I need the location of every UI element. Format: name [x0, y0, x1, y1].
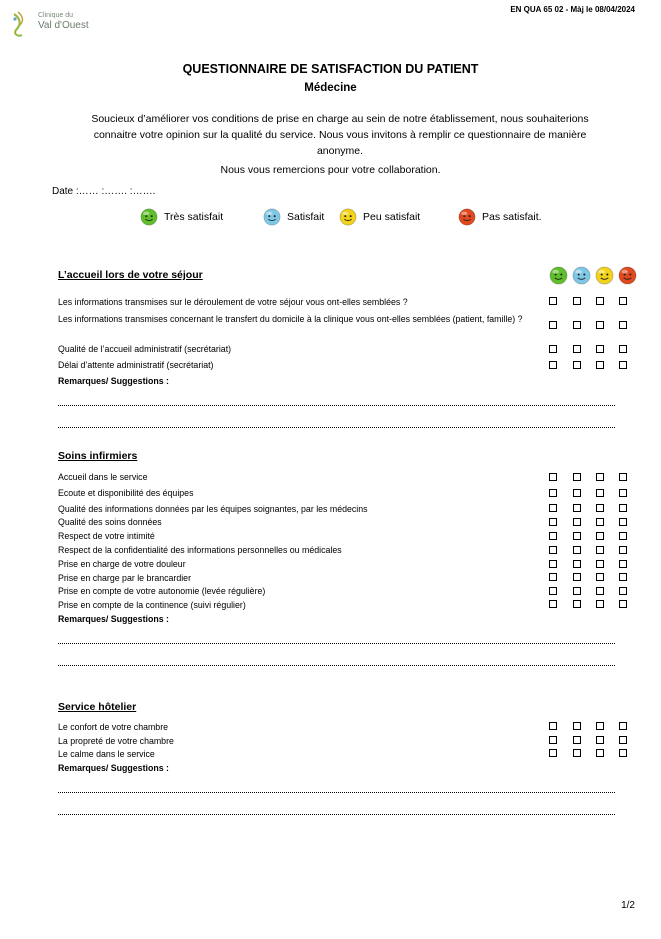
- logo-mark-icon: [8, 10, 34, 40]
- page-title: QUESTIONNAIRE DE SATISFACTION DU PATIENT: [182, 62, 479, 76]
- question-label: Délai d’attente administratif (secrétariat): [58, 360, 214, 370]
- rating-checkbox[interactable]: [596, 518, 604, 526]
- rating-checkbox[interactable]: [619, 532, 627, 540]
- remarks-label: Remarques/ Suggestions :: [58, 763, 169, 773]
- rating-checkbox[interactable]: [549, 504, 557, 512]
- rating-checkbox[interactable]: [573, 361, 581, 369]
- rating-checkbox[interactable]: [549, 600, 557, 608]
- legend-label: Pas satisfait.: [482, 211, 542, 223]
- question-label: Qualité de l’accueil administratif (secrétariat): [58, 344, 232, 354]
- question-label: Respect de la confidentialité des informations personnelles ou médicales: [58, 545, 342, 555]
- rating-checkbox[interactable]: [573, 600, 581, 608]
- rating-checkbox[interactable]: [596, 560, 604, 568]
- date-field[interactable]: Date :…… :……. :…….: [52, 186, 156, 197]
- rating-checkbox[interactable]: [573, 736, 581, 744]
- rating-checkbox[interactable]: [596, 749, 604, 757]
- remarks-label: Remarques/ Suggestions :: [58, 376, 169, 386]
- rating-checkbox[interactable]: [549, 297, 557, 305]
- rating-checkbox[interactable]: [619, 600, 627, 608]
- rating-checkbox[interactable]: [573, 518, 581, 526]
- question-label: Ecoute et disponibilité des équipes: [58, 488, 194, 498]
- remarks-line[interactable]: [58, 792, 615, 793]
- rating-checkbox[interactable]: [596, 600, 604, 608]
- not-satisfied-column-icon: [618, 266, 637, 285]
- legend-little-satisfied: [339, 207, 420, 227]
- rating-checkbox[interactable]: [573, 321, 581, 329]
- rating-checkbox[interactable]: [549, 361, 557, 369]
- rating-checkbox[interactable]: [619, 297, 627, 305]
- rating-checkbox[interactable]: [619, 518, 627, 526]
- rating-checkbox[interactable]: [619, 573, 627, 581]
- legend-not-satisfied: [458, 207, 542, 227]
- legend-satisfied: [263, 207, 324, 227]
- section-title-hotelier: Service hôtelier: [58, 701, 137, 713]
- rating-checkbox[interactable]: [573, 587, 581, 595]
- legend-very-satisfied: [140, 207, 223, 227]
- rating-checkbox[interactable]: [549, 587, 557, 595]
- rating-checkbox[interactable]: [549, 489, 557, 497]
- remarks-line[interactable]: [58, 643, 615, 644]
- question-label: Qualité des informations données par les équipes soignantes, par les médecins: [58, 504, 368, 514]
- rating-checkbox[interactable]: [619, 473, 627, 481]
- rating-checkbox[interactable]: [573, 546, 581, 554]
- rating-checkbox[interactable]: [619, 736, 627, 744]
- logo-text-small: Clinique du: [38, 12, 74, 19]
- section-title-soins: Soins infirmiers: [58, 450, 138, 462]
- rating-checkbox[interactable]: [573, 504, 581, 512]
- very-satisfied-column-icon: [549, 266, 568, 285]
- rating-checkbox[interactable]: [596, 546, 604, 554]
- rating-checkbox[interactable]: [596, 587, 604, 595]
- question-label: Prise en charge de votre douleur: [58, 559, 186, 569]
- page-number: 1/2: [621, 900, 635, 911]
- very-satisfied-smiley-icon: [140, 208, 158, 226]
- page-subtitle: Médecine: [304, 82, 357, 94]
- question-label: Le calme dans le service: [58, 749, 155, 759]
- legend-label: Très satisfait: [164, 211, 224, 223]
- rating-checkbox[interactable]: [596, 573, 604, 581]
- rating-checkbox[interactable]: [596, 489, 604, 497]
- rating-checkbox[interactable]: [596, 722, 604, 730]
- rating-checkbox[interactable]: [573, 573, 581, 581]
- rating-checkbox[interactable]: [549, 532, 557, 540]
- rating-checkbox[interactable]: [549, 473, 557, 481]
- rating-checkbox[interactable]: [619, 546, 627, 554]
- section-title-accueil: L’accueil lors de votre séjour: [58, 269, 203, 281]
- rating-checkbox[interactable]: [596, 321, 604, 329]
- rating-checkbox[interactable]: [549, 321, 557, 329]
- rating-checkbox[interactable]: [573, 473, 581, 481]
- rating-checkbox[interactable]: [619, 722, 627, 730]
- rating-checkbox[interactable]: [619, 504, 627, 512]
- logo-text: [38, 12, 89, 31]
- rating-checkbox[interactable]: [549, 345, 557, 353]
- intro-line: Soucieux d’améliorer vos conditions de prise en charge au sein de notre établissement, nous souhaiterions: [91, 113, 589, 125]
- question-label: Prise en compte de votre autonomie (levée régulière): [58, 586, 266, 596]
- satisfied-smiley-icon: [263, 208, 281, 226]
- logo-text-big: Val d'Ouest: [38, 20, 89, 31]
- rating-checkbox[interactable]: [549, 518, 557, 526]
- legend-label: Peu satisfait: [363, 211, 421, 223]
- rating-checkbox[interactable]: [619, 361, 627, 369]
- rating-checkbox[interactable]: [549, 560, 557, 568]
- question-label: Qualité des soins données: [58, 517, 162, 527]
- intro-line: connaitre votre opinion sur la qualité du service. Nous vous invitons à remplir ce questionnaire de manière: [93, 129, 587, 141]
- rating-checkbox[interactable]: [573, 722, 581, 730]
- rating-checkbox[interactable]: [573, 749, 581, 757]
- rating-checkbox[interactable]: [573, 532, 581, 540]
- question-label: Accueil dans le service: [58, 472, 148, 482]
- question-label: Prise en charge par le brancardier: [58, 573, 192, 583]
- rating-checkbox[interactable]: [549, 736, 557, 744]
- rating-checkbox[interactable]: [619, 587, 627, 595]
- remarks-line[interactable]: [58, 665, 615, 666]
- rating-checkbox[interactable]: [596, 532, 604, 540]
- question-label: Le confort de votre chambre: [58, 722, 169, 732]
- rating-checkbox[interactable]: [596, 736, 604, 744]
- rating-checkbox[interactable]: [596, 504, 604, 512]
- rating-checkbox[interactable]: [596, 345, 604, 353]
- rating-checkbox[interactable]: [596, 473, 604, 481]
- rating-checkbox[interactable]: [619, 321, 627, 329]
- remarks-line[interactable]: [58, 814, 615, 815]
- legend-label: Satisfait: [287, 211, 325, 223]
- rating-checkbox[interactable]: [619, 749, 627, 757]
- satisfied-column-icon: [572, 266, 591, 285]
- rating-checkbox[interactable]: [549, 722, 557, 730]
- rating-checkbox[interactable]: [619, 345, 627, 353]
- rating-checkbox[interactable]: [573, 297, 581, 305]
- question-label: Respect de votre intimité: [58, 531, 155, 541]
- intro-text: [70, 111, 610, 159]
- rating-checkbox[interactable]: [573, 489, 581, 497]
- question-label: Prise en compte de la continence (suivi régulier): [58, 600, 246, 610]
- little-satisfied-smiley-icon: [339, 208, 357, 226]
- rating-checkbox[interactable]: [573, 345, 581, 353]
- remarks-label: Remarques/ Suggestions :: [58, 614, 169, 624]
- rating-column-headers: [549, 266, 637, 285]
- rating-checkbox[interactable]: [619, 560, 627, 568]
- rating-checkbox[interactable]: [549, 546, 557, 554]
- thanks-text: Nous vous remercions pour votre collaboration.: [220, 164, 441, 176]
- remarks-line[interactable]: [58, 405, 615, 406]
- rating-checkbox[interactable]: [596, 297, 604, 305]
- question-label: Les informations transmises concernant le transfert du domicile à la clinique vous ont-elles semblées (patient, famille) ?: [58, 314, 523, 324]
- rating-checkbox[interactable]: [596, 361, 604, 369]
- little-satisfied-column-icon: [595, 266, 614, 285]
- document-reference: EN QUA 65 02 - Màj le 08/04/2024: [510, 5, 635, 14]
- clinic-logo: [8, 10, 100, 46]
- not-satisfied-smiley-icon: [458, 208, 476, 226]
- question-label: Les informations transmises sur le déroulement de votre séjour vous ont-elles semblées ?: [58, 297, 408, 307]
- rating-checkbox[interactable]: [549, 573, 557, 581]
- intro-line: anonyme.: [316, 145, 364, 157]
- rating-checkbox[interactable]: [573, 560, 581, 568]
- remarks-line[interactable]: [58, 427, 615, 428]
- rating-checkbox[interactable]: [619, 489, 627, 497]
- rating-checkbox[interactable]: [549, 749, 557, 757]
- question-label: La propreté de votre chambre: [58, 736, 174, 746]
